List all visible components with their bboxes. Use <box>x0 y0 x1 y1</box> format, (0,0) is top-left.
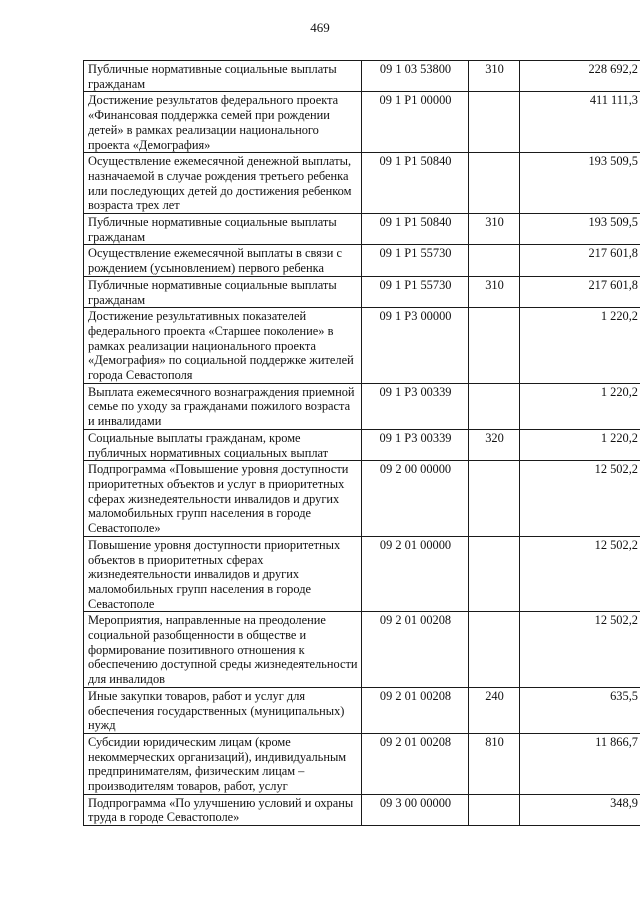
table-row <box>84 308 640 384</box>
row-name-cell: Достижение результатов федерального проекта «Финансовая поддержка семей при рождении детей» в рамках реализации национального проекта «Демография» <box>84 92 362 153</box>
page-number: 469 <box>310 20 330 35</box>
row-amount-cell: 411 111,3 <box>520 92 640 153</box>
row-name-cell: Публичные нормативные социальные выплаты гражданам <box>84 214 362 245</box>
row-amount-cell: 193 509,5 <box>520 153 640 214</box>
table-row <box>84 429 640 460</box>
row-expense-type-cell <box>469 612 520 688</box>
row-code-cell: 09 1 P1 50840 <box>362 214 469 245</box>
row-expense-type-cell: 310 <box>469 276 520 307</box>
table-row <box>84 733 640 794</box>
table-row <box>84 214 640 245</box>
row-amount-cell: 1 220,2 <box>520 429 640 460</box>
table-row <box>84 276 640 307</box>
table-row <box>84 687 640 733</box>
row-name-cell: Субсидии юридическим лицам (кроме некоммерческих организаций), индивидуальным предпринимателям, физическим лицам – производителям товаров, работ, услуг <box>84 733 362 794</box>
row-amount-cell: 217 601,8 <box>520 245 640 276</box>
row-name-cell: Публичные нормативные социальные выплаты гражданам <box>84 276 362 307</box>
row-expense-type-cell: 320 <box>469 429 520 460</box>
row-expense-type-cell <box>469 308 520 384</box>
row-code-cell: 09 1 P1 00000 <box>362 92 469 153</box>
table-row <box>84 794 640 825</box>
row-code-cell: 09 1 P3 00000 <box>362 308 469 384</box>
row-code-cell: 09 1 P3 00339 <box>362 429 469 460</box>
row-name-cell: Повышение уровня доступности приоритетных объектов в приоритетных сферах жизнедеятельности инвалидов и других маломобильных групп населения в городе Севастополе <box>84 536 362 612</box>
table-row <box>84 612 640 688</box>
table-row <box>84 536 640 612</box>
row-code-cell: 09 1 P1 55730 <box>362 276 469 307</box>
table-row <box>84 245 640 276</box>
row-name-cell: Осуществление ежемесячной выплаты в связи с рождением (усыновлением) первого ребенка <box>84 245 362 276</box>
row-expense-type-cell: 810 <box>469 733 520 794</box>
row-code-cell: 09 1 03 53800 <box>362 61 469 92</box>
row-expense-type-cell <box>469 383 520 429</box>
row-expense-type-cell <box>469 536 520 612</box>
row-code-cell: 09 1 P3 00339 <box>362 383 469 429</box>
row-code-cell: 09 2 01 00208 <box>362 612 469 688</box>
row-amount-cell: 11 866,7 <box>520 733 640 794</box>
row-name-cell: Осуществление ежемесячной денежной выплаты, назначаемой в случае рождения третьего ребенка или последующих детей до достижения ребенком возраста трех лет <box>84 153 362 214</box>
row-name-cell: Публичные нормативные социальные выплаты гражданам <box>84 61 362 92</box>
budget-table-body <box>84 61 640 826</box>
row-expense-type-cell: 310 <box>469 214 520 245</box>
row-name-cell: Социальные выплаты гражданам, кроме публичных нормативных социальных выплат <box>84 429 362 460</box>
row-code-cell: 09 2 01 00000 <box>362 536 469 612</box>
row-name-cell: Подпрограмма «По улучшению условий и охраны труда в городе Севастополе» <box>84 794 362 825</box>
row-expense-type-cell <box>469 794 520 825</box>
table-row <box>84 383 640 429</box>
row-expense-type-cell <box>469 92 520 153</box>
row-code-cell: 09 3 00 00000 <box>362 794 469 825</box>
table-row <box>84 92 640 153</box>
row-code-cell: 09 2 01 00208 <box>362 687 469 733</box>
row-expense-type-cell: 310 <box>469 61 520 92</box>
row-expense-type-cell <box>469 461 520 537</box>
row-expense-type-cell: 240 <box>469 687 520 733</box>
row-amount-cell: 12 502,2 <box>520 536 640 612</box>
row-amount-cell: 348,9 <box>520 794 640 825</box>
row-code-cell: 09 1 P1 55730 <box>362 245 469 276</box>
row-name-cell: Подпрограмма «Повышение уровня доступности приоритетных объектов и услуг в приоритетных сферах жизнедеятельности инвалидов и других маломобильных групп населения в городе Севастополе» <box>84 461 362 537</box>
row-amount-cell: 193 509,5 <box>520 214 640 245</box>
table-row <box>84 461 640 537</box>
row-expense-type-cell <box>469 245 520 276</box>
row-expense-type-cell <box>469 153 520 214</box>
budget-table <box>83 60 640 826</box>
row-amount-cell: 1 220,2 <box>520 308 640 384</box>
row-code-cell: 09 1 P1 50840 <box>362 153 469 214</box>
row-amount-cell: 217 601,8 <box>520 276 640 307</box>
row-name-cell: Достижение результативных показателей федерального проекта «Старшее поколение» в рамках реализации национального проекта «Демография» по социальной поддержке жителей города Севастополя <box>84 308 362 384</box>
row-code-cell: 09 2 01 00208 <box>362 733 469 794</box>
row-name-cell: Иные закупки товаров, работ и услуг для обеспечения государственных (муниципальных) нужд <box>84 687 362 733</box>
row-amount-cell: 228 692,2 <box>520 61 640 92</box>
table-row <box>84 153 640 214</box>
row-amount-cell: 1 220,2 <box>520 383 640 429</box>
table-row <box>84 61 640 92</box>
row-code-cell: 09 2 00 00000 <box>362 461 469 537</box>
row-amount-cell: 12 502,2 <box>520 612 640 688</box>
row-amount-cell: 635,5 <box>520 687 640 733</box>
row-name-cell: Выплата ежемесячного вознаграждения приемной семье по уходу за гражданами пожилого возраста и инвалидами <box>84 383 362 429</box>
row-amount-cell: 12 502,2 <box>520 461 640 537</box>
row-name-cell: Мероприятия, направленные на преодоление социальной разобщенности в обществе и формирование позитивного отношения к обеспечению доступной среды жизнедеятельности для инвалидов <box>84 612 362 688</box>
